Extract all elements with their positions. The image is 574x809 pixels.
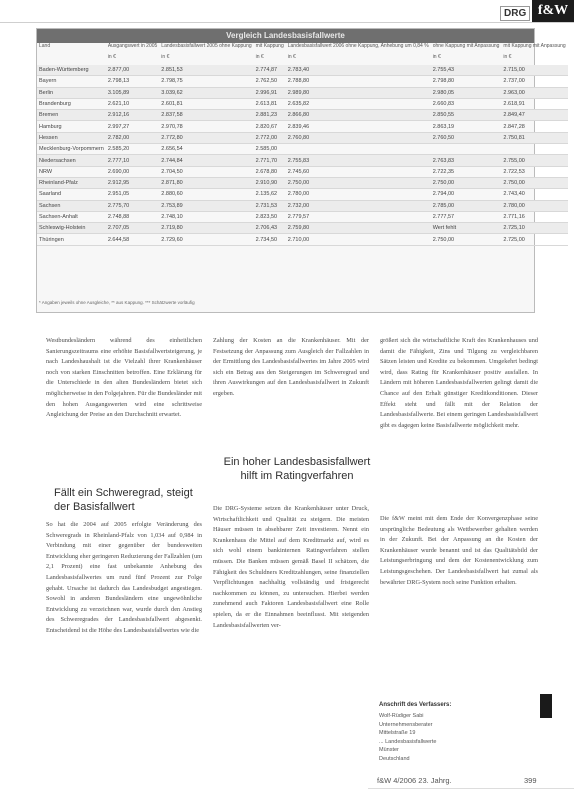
state-name-cell: Rheinland-Pfalz: [37, 177, 106, 188]
col-header: Landesbasisfallwert 2005 ohne Kappung: [161, 43, 252, 49]
unit-cell: in €: [161, 54, 170, 60]
subheading: Ein hoher Landesbasisfallwert hilft im Ratingverfahren: [223, 456, 371, 482]
value-cell: 2.745,60: [286, 166, 431, 177]
col-header: ohne Kappung mit Anpassung: [432, 43, 500, 49]
value-cell: 2.851,53: [159, 65, 253, 76]
table-title: Vergleich Landesbasisfallwerte: [37, 29, 534, 43]
value-cell: 2.772,80: [159, 132, 253, 143]
section-label: DRG: [500, 6, 530, 21]
paragraph: Westbundesländern während des einheitlichen Sanierungszeitraums eine erhöhte Basisfallwertsteigerung, je nach Landeshaushalt ist die Vielzahl ihrer Krankenhäuser noch von starken Einschnitten betroffen. Eine Erklärung für die Unterschiede in den alten Bundesländern bietet sich möglicherweise in den Folgejahren. Für die Bundesländer mit den hohen Ausgangswerten wird eine schrittweise Angleichung der Preise an den Durchschnitt erwartet.: [46, 337, 202, 419]
value-cell: 2.656,54: [159, 144, 253, 155]
value-cell: 2.785,00: [431, 200, 502, 211]
state-name-cell: Bremen: [37, 110, 106, 121]
state-name-cell: Hessen: [37, 132, 106, 143]
value-cell: 2.951,05: [106, 189, 159, 200]
table-row: [37, 211, 568, 222]
value-cell: 2.660,83: [431, 98, 502, 109]
value-cell: 2.743,40: [501, 189, 567, 200]
value-cell: 2.980,05: [431, 87, 502, 98]
value-cell: 3.039,62: [159, 87, 253, 98]
value-cell: 2.760,50: [431, 132, 502, 143]
table-row: [37, 144, 568, 155]
table-footnote: * Angaben jeweils ohne Ausgleiche, ** aus Kappung. *** Schätzwerte vorläufig: [39, 300, 195, 305]
table-row: [37, 234, 568, 245]
value-cell: 2.839,46: [286, 121, 431, 132]
value-cell: 2.780,00: [501, 200, 567, 211]
value-cell: 2.763,83: [431, 155, 502, 166]
comparison-table-box: [36, 28, 566, 313]
value-cell: 2.644,58: [106, 234, 159, 245]
header-divider: [0, 22, 574, 23]
state-name-cell: Niedersachsen: [37, 155, 106, 166]
value-cell: 2.963,00: [501, 87, 567, 98]
table-row: [37, 177, 568, 188]
state-name-cell: Hamburg: [37, 121, 106, 132]
value-cell: 2.706,43: [254, 223, 286, 234]
value-cell: 2.613,81: [254, 98, 286, 109]
value-cell: 2.912,16: [106, 110, 159, 121]
value-cell: 2.777,10: [106, 155, 159, 166]
value-cell: 2.750,00: [431, 177, 502, 188]
value-cell: 2.783,40: [286, 65, 431, 76]
value-cell: 2.635,82: [286, 98, 431, 109]
value-cell: 2.135,62: [254, 189, 286, 200]
col-header: Land: [39, 43, 51, 49]
author-note-title: Anschrift des Verfassers:: [379, 702, 452, 708]
value-cell: 2.750,00: [431, 234, 502, 245]
unit-cell: in €: [287, 54, 296, 60]
value-cell: 2.775,70: [106, 200, 159, 211]
value-cell: 2.772,00: [254, 132, 286, 143]
value-cell: 2.755,83: [286, 155, 431, 166]
value-cell: 2.863,19: [431, 121, 502, 132]
article-column-2: [213, 336, 369, 432]
table-header-row: [37, 43, 568, 54]
value-cell: 2.715,00: [501, 65, 567, 76]
state-name-cell: Berlin: [37, 87, 106, 98]
paragraph: größert sich die wirtschaftliche Kraft des Krankenhauses und damit die Fähigkeit, Zins und Tilgung zu vergleichbaren Sätzen leisten und Kredite zu bekommen. Umgekehrt bedingt wird, dass Rating für Krankenhäuser positiv ausfallen. In Ländern mit höheren Landesbasisfallwerten gelingt damit die Chance auf den Erhalt günstiger Kreditkonditionen. Dieser Effekt steht und fällt mit der Relation der Landesbasisfallwerte. Bei einem geringen Landesbasisfallwert gibt es dagegen keine Basisfallwerte möglichkeit mehr.: [380, 337, 538, 429]
value-cell: 2.970,78: [159, 121, 253, 132]
article-column-1b: [46, 520, 202, 774]
state-name-cell: Thüringen: [37, 234, 106, 245]
value-cell: 2.750,81: [501, 132, 567, 143]
note-line: Münster: [379, 747, 399, 753]
value-cell: 2.585,20: [106, 144, 159, 155]
value-cell: 2.678,80: [254, 166, 286, 177]
value-cell: 2.771,16: [501, 211, 567, 222]
table-row: [37, 155, 568, 166]
value-cell: 2.850,55: [431, 110, 502, 121]
state-name-cell: Bayern: [37, 76, 106, 87]
value-cell: 2.794,00: [431, 189, 502, 200]
value-cell: 2.759,80: [286, 223, 431, 234]
value-cell: 2.755,43: [431, 65, 502, 76]
value-cell: 2.732,00: [286, 200, 431, 211]
value-cell: 2.755,00: [501, 155, 567, 166]
state-name-cell: Saarland: [37, 189, 106, 200]
value-cell: 2.750,00: [286, 177, 431, 188]
value-cell: 2.774,87: [254, 65, 286, 76]
value-cell: 2.880,60: [159, 189, 253, 200]
subheading: Fällt ein Schweregrad, steigt der Basisfallwert: [54, 487, 193, 513]
value-cell: 2.871,80: [159, 177, 253, 188]
value-cell: 2.621,10: [106, 98, 159, 109]
state-name-cell: Sachsen: [37, 200, 106, 211]
value-cell: 2.722,53: [501, 166, 567, 177]
value-cell: 2.737,00: [501, 76, 567, 87]
note-line: Mittelstraße 19: [379, 730, 416, 736]
unit-cell: in €: [432, 54, 441, 60]
article-column-2b: [213, 504, 369, 774]
value-cell: 2.725,00: [501, 234, 567, 245]
col-header: Ausgangswert in 2005: [107, 43, 158, 49]
value-cell: 2.771,70: [254, 155, 286, 166]
table-row: [37, 200, 568, 211]
value-cell: 2.847,28: [501, 121, 567, 132]
article-column-3: [380, 336, 538, 698]
unit-cell: in €: [255, 54, 264, 60]
value-cell: 2.725,10: [501, 223, 567, 234]
page-number: 399: [524, 776, 537, 785]
table-row: [37, 166, 568, 177]
col-header: mit Kappung: [255, 43, 284, 49]
value-cell: 2.798,75: [159, 76, 253, 87]
table-row: [37, 76, 568, 87]
note-line: Unternehmensberater: [379, 721, 433, 728]
state-name-cell: Sachsen-Anhalt: [37, 211, 106, 222]
value-cell: 2.744,84: [159, 155, 253, 166]
value-cell: 2.618,91: [501, 98, 567, 109]
table-row: [37, 132, 568, 143]
value-cell: [501, 144, 567, 155]
value-cell: 2.820,67: [254, 121, 286, 132]
table-row: [37, 87, 568, 98]
author-note: [379, 712, 479, 763]
value-cell: 2.777,57: [431, 211, 502, 222]
value-cell: 2.690,00: [106, 166, 159, 177]
value-cell: 2.704,50: [159, 166, 253, 177]
table-row: [37, 65, 568, 76]
value-cell: 2.881,23: [254, 110, 286, 121]
value-cell: 2.782,00: [106, 132, 159, 143]
value-cell: 2.734,50: [254, 234, 286, 245]
col-header: mit Kappung mit Anpassung: [503, 43, 566, 49]
note-line: Wolf-Rüdiger Sabi: [379, 713, 424, 719]
value-cell: [286, 144, 431, 155]
table-row: [37, 121, 568, 132]
value-cell: 2.748,88: [106, 211, 159, 222]
table-row: [37, 98, 568, 109]
state-name-cell: Schleswig-Holstein: [37, 223, 106, 234]
value-cell: 2.866,80: [286, 110, 431, 121]
brand-logo: f&W: [532, 0, 574, 22]
paragraph: So hat die 2004 auf 2005 erfolgte Veränderung des Schweregrads in Rheinland-Pfalz von 1,034 auf 0,984 in Verbindung mit einer gegenüber der bundesweiten Entwicklung eher geringeren Reduzierung der Fallzahlen (um 2,1 Prozent) eine fast unbekannte Anhebung des Landesbasisfallwertes um rund fünf Prozent zur Folge gehabt. Ursache ist dadurch das Landesbudget angestiegen. Sowohl in anderen Bundesländern eine ungewöhnliche Entwicklung zu verzeichnen war, wurde durch den Anstieg des Schweregrades der Landesbasisfallwert abgesenkt. Entscheidend ist die Höhe des Landesbasisfallwertes wie die: [46, 521, 202, 634]
paragraph: Die DRG-Systeme setzen die Krankenhäuser unter Druck, Wirtschaftlichkeit und Qualität zu steigern. Die meisten Häuser müssen in absehbarer Zeit investieren. Nennt ein Krankenhaus die Mittel auf dem Kreditmarkt auf, wird es sich wohl einem bankinternen Ratingverfahren stellen müssen. Die Banken müssen gemäß Basel II schätzen, die Fähigkeit des Schuldners Kreditzahlungen, seine finanziellen Verpflichtungen nachhaltig vollständig und fristgerecht nachkommen zu können, zu untersuchen. Hierbei werden zunehmend auch Faktoren Landesbasisfallwert eine Rolle spielen, da er die Einnahmen beeinflusst. Mit steigenden Landesbasisfallwerten ver-: [213, 505, 369, 629]
value-cell: [431, 144, 502, 155]
value-cell: 2.707,05: [106, 223, 159, 234]
footer-divider: [368, 788, 574, 789]
unit-cell: in €: [107, 54, 116, 60]
value-cell: 2.585,00: [254, 144, 286, 155]
value-cell: 2.996,91: [254, 87, 286, 98]
value-cell: 2.997,27: [106, 121, 159, 132]
paragraph: Die f&W meint mit dem Ende der Konvergenzphase seine ursprüngliche Bedeutung als Wettbewerber gehalten werden in der Zukunft. Bei der Anpassung an die Kosten der Krankenhäuser wurde benannt und ist das Qualitätsbild der Leistungserbringung und dem der Kostenentwicklung zum Leistungsgeschehen. Der Landesbasisfallwert hat zumal als bewährter DRG-System noch seine Funktion erhalten.: [380, 515, 538, 586]
value-cell: 2.910,90: [254, 177, 286, 188]
value-cell: 2.989,80: [286, 87, 431, 98]
unit-cell: in €: [503, 54, 512, 60]
value-cell: 2.750,00: [501, 177, 567, 188]
value-cell: 2.748,10: [159, 211, 253, 222]
end-marker: [540, 694, 552, 718]
table-row: [37, 223, 568, 234]
value-cell: 3.105,89: [106, 87, 159, 98]
value-cell: 2.780,00: [286, 189, 431, 200]
value-cell: 2.823,50: [254, 211, 286, 222]
value-cell: 2.798,80: [431, 76, 502, 87]
state-name-cell: Baden-Württemberg: [37, 65, 106, 76]
value-cell: Wert fehlt: [431, 223, 502, 234]
paragraph: Zahlung der Kosten an die Krankenhäuser. Mit der Festsetzung der Anpassung zum Ausgleich der Fallzahlen in der Ermittlung des Landesbasisfallwertes im Jahre 2005 wird sich ein Betrag aus den Steigerungen im Schweregrad und ihren Auswirkungen auf den Landesbasisfallwert in Zukunft ergeben.: [213, 337, 369, 397]
col-header: Landesbasisfallwert 2006 ohne Kappung, Anhebung um 0,84 %: [287, 43, 429, 49]
value-cell: 2.719,80: [159, 223, 253, 234]
value-cell: 2.762,50: [254, 76, 286, 87]
value-cell: 2.722,35: [431, 166, 502, 177]
value-cell: 2.837,58: [159, 110, 253, 121]
note-line: ... Landesbasisfallwerte: [379, 738, 437, 745]
value-cell: 2.710,00: [286, 234, 431, 245]
table-unit-row: [37, 54, 568, 65]
value-cell: 2.849,47: [501, 110, 567, 121]
article-column-1: [46, 336, 202, 484]
state-name-cell: Mecklenburg-Vorpommern: [37, 144, 106, 155]
value-cell: 2.601,81: [159, 98, 253, 109]
comparison-table: [37, 43, 568, 246]
state-name-cell: NRW: [37, 166, 106, 177]
state-name-cell: Brandenburg: [37, 98, 106, 109]
value-cell: 2.788,80: [286, 76, 431, 87]
value-cell: 2.779,57: [286, 211, 431, 222]
value-cell: 2.877,00: [106, 65, 159, 76]
note-line: Deutschland: [379, 755, 410, 762]
value-cell: 2.753,89: [159, 200, 253, 211]
table-row: [37, 110, 568, 121]
journal-footer: f&W 4/2006 23. Jahrg.: [377, 776, 452, 785]
unit-cell: [37, 54, 106, 65]
value-cell: 2.760,80: [286, 132, 431, 143]
value-cell: 2.731,53: [254, 200, 286, 211]
value-cell: 2.912,95: [106, 177, 159, 188]
value-cell: 2.729,60: [159, 234, 253, 245]
table-row: [37, 189, 568, 200]
value-cell: 2.798,13: [106, 76, 159, 87]
